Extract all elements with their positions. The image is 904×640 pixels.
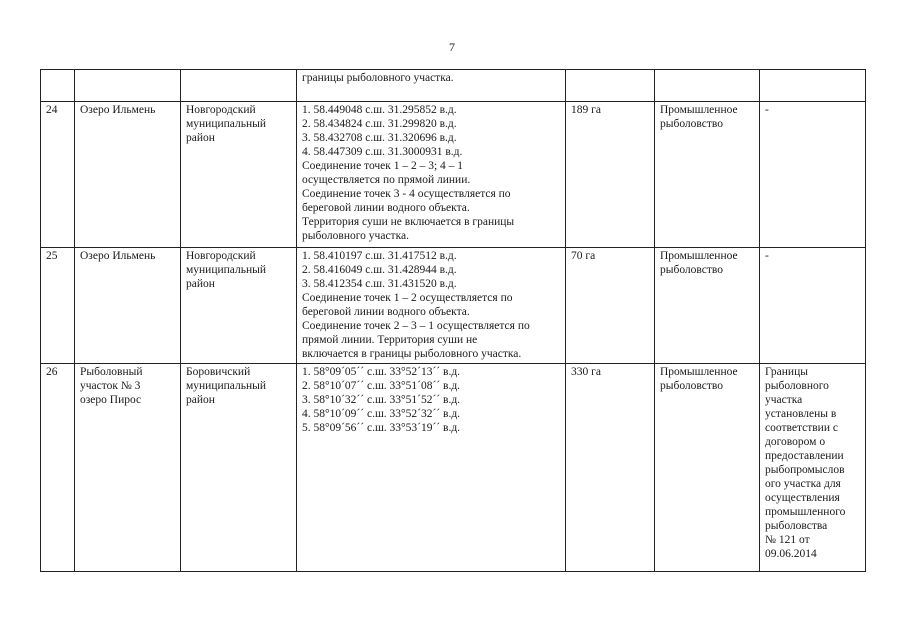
cell-note — [760, 102, 866, 248]
note-line: установлены в — [765, 408, 837, 420]
cell-purpose — [655, 70, 760, 102]
fishing-areas-table — [40, 69, 866, 572]
boundary-line: включается в границы рыболовного участка. — [302, 348, 522, 360]
cell-district — [181, 248, 297, 364]
cell-num: 24 — [41, 102, 75, 248]
boundary-line: границы рыболовного участка. — [302, 72, 454, 84]
boundary-line: 1. 58°09´05´´ с.ш. 33°52´13´´ в.д. — [302, 366, 461, 378]
note-line: Границы — [765, 366, 808, 378]
table-row — [41, 248, 866, 364]
cell-name — [75, 70, 181, 102]
cell-purpose — [655, 102, 760, 248]
cell-note — [760, 70, 866, 102]
district-line: муниципальный — [186, 118, 267, 130]
name-line: участок № 3 — [80, 380, 141, 392]
note-line: рыбопромыслов — [765, 464, 845, 476]
boundary-line: рыболовного участка. — [302, 230, 409, 242]
cell-num: 25 — [41, 248, 75, 364]
table-row-continuation — [41, 70, 866, 102]
note-line: предоставлении — [765, 450, 844, 462]
note-line: № 121 от — [765, 534, 810, 546]
cell-num — [41, 70, 75, 102]
boundary-line: 3. 58°10´32´´ с.ш. 33°51´52´´ в.д. — [302, 394, 461, 406]
page-number: 7 — [449, 40, 455, 54]
purpose-line: Промышленное — [660, 366, 738, 378]
district-line: муниципальный — [186, 264, 267, 276]
district-line: район — [186, 278, 215, 290]
note-line: рыболовства — [765, 520, 828, 532]
boundary-line: 1. 58.449048 с.ш. 31.295852 в.д. — [302, 104, 457, 116]
district-line: Боровичский — [186, 366, 251, 378]
boundary-line: Территория суши не включается в границы — [302, 216, 515, 228]
cell-boundaries — [297, 70, 566, 102]
purpose-line: рыболовство — [660, 264, 724, 276]
cell-purpose — [655, 248, 760, 364]
district-line: Новгородский — [186, 104, 256, 116]
boundary-line: Соединение точек 2 – 3 – 1 осуществляется по — [302, 320, 530, 332]
boundary-line: осуществляется по прямой линии. — [302, 174, 471, 186]
boundary-line: береговой линии водного объекта. — [302, 202, 470, 214]
note-line: соответствии с — [765, 422, 838, 434]
cell-district — [181, 364, 297, 572]
boundary-line: береговой линии водного объекта. — [302, 306, 470, 318]
cell-num: 26 — [41, 364, 75, 572]
cell-name: Озеро Ильмень — [75, 248, 181, 364]
district-line: район — [186, 394, 215, 406]
note-line: 09.06.2014 — [765, 548, 817, 560]
boundary-line: Соединение точек 1 – 2 осуществляется по — [302, 292, 513, 304]
note-line: ого участка для — [765, 478, 841, 490]
note-line: промышленного — [765, 506, 846, 518]
district-line: муниципальный — [186, 380, 267, 392]
boundary-line: 2. 58.416049 с.ш. 31.428944 в.д. — [302, 264, 457, 276]
purpose-line: рыболовство — [660, 380, 724, 392]
boundary-line: 5. 58°09´56´´ с.ш. 33°53´19´´ в.д. — [302, 422, 461, 434]
purpose-line: Промышленное — [660, 250, 738, 262]
cell-boundaries — [297, 102, 566, 248]
note-line: рыболовного — [765, 380, 829, 392]
note-line: осуществления — [765, 492, 840, 504]
cell-area: 189 га — [566, 102, 655, 248]
boundary-line: прямой линии. Территория суши не — [302, 334, 478, 346]
district-line: Новгородский — [186, 250, 256, 262]
boundary-line: Соединение точек 1 – 2 – 3; 4 – 1 — [302, 160, 464, 172]
boundary-line: Соединение точек 3 - 4 осуществляется по — [302, 188, 511, 200]
boundary-line: 3. 58.432708 с.ш. 31.320696 в.д. — [302, 132, 457, 144]
note-line: - — [765, 250, 769, 262]
purpose-line: рыболовство — [660, 118, 724, 130]
cell-district — [181, 102, 297, 248]
cell-area: 330 га — [566, 364, 655, 572]
cell-district — [181, 70, 297, 102]
district-line: район — [186, 132, 215, 144]
cell-note — [760, 364, 866, 572]
boundary-line: 4. 58.447309 с.ш. 31.3000931 в.д. — [302, 146, 463, 158]
name-line: озеро Пирос — [80, 394, 142, 406]
cell-boundaries — [297, 248, 566, 364]
boundary-line: 4. 58°10´09´´ с.ш. 33°52´32´´ в.д. — [302, 408, 461, 420]
cell-note — [760, 248, 866, 364]
cell-boundaries — [297, 364, 566, 572]
note-line: - — [765, 104, 769, 116]
purpose-line: Промышленное — [660, 104, 738, 116]
note-line: участка — [765, 394, 803, 406]
cell-name: Озеро Ильмень — [75, 102, 181, 248]
note-line: договором о — [765, 436, 826, 448]
table-row — [41, 102, 866, 248]
table-row — [41, 364, 866, 572]
cell-area — [566, 70, 655, 102]
boundary-line: 1. 58.410197 с.ш. 31.417512 в.д. — [302, 250, 457, 262]
cell-area: 70 га — [566, 248, 655, 364]
boundary-line: 2. 58°10´07´´ с.ш. 33°51´08´´ в.д. — [302, 380, 461, 392]
name-line: Рыболовный — [80, 366, 143, 378]
cell-purpose — [655, 364, 760, 572]
boundary-line: 2. 58.434824 с.ш. 31.299820 в.д. — [302, 118, 457, 130]
cell-name — [75, 364, 181, 572]
boundary-line: 3. 58.412354 с.ш. 31.431520 в.д. — [302, 278, 457, 290]
